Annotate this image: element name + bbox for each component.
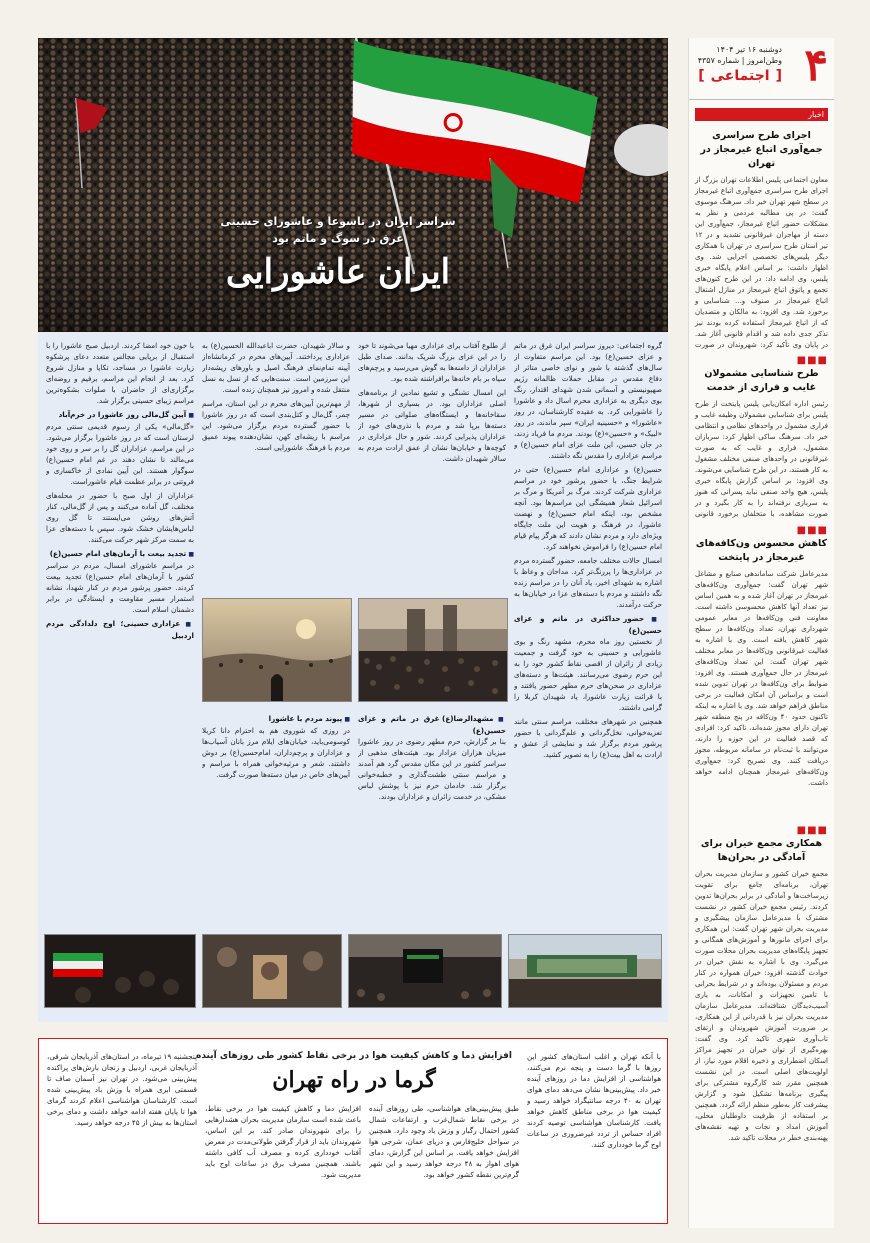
article-paragraph: با خون خود امضا کردند. اردبیل صبح عاشورا را با استقبال از برپایی مجالس متعدد دعای پرشکوه زیارت عاشورا در مساجد، تکایا و منازل شروع کرد. بعد از انجام این مراسم، برفیم و روضه‌ای برگزاری‌ای از حاضران با صلوات بشکوه‌ترین مراسم زیبای حسینی برگزار شد. <box>46 341 194 405</box>
page-number: ۴ <box>804 40 828 91</box>
issue-number: وطن‌امروز | شماره ۴۳۵۷ <box>697 56 782 65</box>
weather-kicker: افزایش دما و کاهش کیفیت هوا در برخی نقاط کشور طی روزهای آینده <box>196 1051 512 1061</box>
article-subheading: ■ پیوند مردم با عاشورا <box>202 713 350 725</box>
article-paragraph: از مهم‌ترین آیین‌های محرم در این استان، مراسم چمر، گل‌مال و کتل‌بندی است که در روز عاشورا با حضور گسترده مردم برگزار می‌شود. این مراسم با ریشه‌ای کهن، نشان‌دهنده پیوند عمیق مردم با فرهنگ عاشورایی است. <box>202 399 350 452</box>
sidebar <box>688 38 834 1228</box>
divider-dots: ■■■ <box>796 825 828 836</box>
sidebar-header <box>689 38 834 100</box>
photo-strip <box>38 928 668 1014</box>
article-paragraph: از نخستین روز ماه محرم، مشهد رنگ و بوی عاشورایی و حسینی به خود گرفت و جمعیت زیادی از زائران از اقصی نقاط کشور خود را به این حرم رضوی می‌رسانند. هیئت‌ها و دسته‌های عزاداری در صحن‌های حرم مطهر حضور یافتند و با قرائت زیارت عاشورا، یاد شهیدان کربلا را گرامی داشتند. <box>514 637 662 712</box>
procession-illustration <box>508 935 661 1008</box>
article-column <box>202 710 350 920</box>
weather-article <box>38 1038 668 1224</box>
article-paragraph: در روزی که شوروی هم به احترام دانا کربلا کوسو‌می‌باید، خیابان‌های ایلام مرز بانان آسیاب‌ها و عزاداران و پرچم‌داران، امام‌حسین(ع) بر دوش داشتند. شعر و مرثیه‌خوانی همراه با مراسم و آیین‌های خاص در میان دسته‌ها صورت گرفت. <box>202 726 350 779</box>
article-paragraph: این امسال تشنگی و تشیع نمادین از برنامه‌های اصلی عزاداران بود. در بسیاری از شهرها، سقاخانه‌ها و ایستگاه‌های صلواتی در مسیر دسته‌ها برپا شد و مردم با نذری‌های خود از عزاداران پذیرایی کردند. شور و حال عزاداری در کوچه‌ها و خیابان‌ها نشان از عمق ارادت مردم به سالار شهیدان داشت. <box>358 388 506 463</box>
story-body: معاون اجتماعی پلیس اطلاعات تهران بزرگ از اجرای طرح سراسری جمع‌آوری اتباع غیرمجاز در سطح شهر تهران خبر داد. سرهنگ موسوی گفت: در پی مطالبه مردمی و نظر به مشکلات حضور اتباع غیرمجاز، جمع‌آوری این دسته از مهاجران غیرقانونی تشدید و در ۱۲ تیر استان طرح سراسری در تهران با همکاری دیگر پلیس‌های تخصصی اجرایی شد. وی اظهار داشت: بر اساس اعلام پایگاه خبری پلیس، وی ادامه داد: در این طرح کنون‌های تجمع و پاتوق اتباع غیرمجاز در منازل اشتغال اتباع غیرمجاز در صنوف و... شناسایی و برخورد شد. وی افزود: به مالکان و متصدیان که از اتباع غیرمجاز استفاده کرده بودند نیز تذکر جدی داده شد و اقدام قانونی آغاز شد. در پایان وی تأکید کرد: شهروندان در صورت <box>695 176 828 349</box>
article-subheading: ■ حضور حداکثری در ماتم و عزای حسین(ع) <box>514 613 662 636</box>
news-tag: اخبار <box>695 108 828 121</box>
strip-photo-portrait <box>202 934 342 1008</box>
sidebar-story <box>689 121 834 351</box>
divider-dots: ■■■ <box>796 355 828 366</box>
strip-photo-procession <box>508 934 662 1008</box>
article-paragraph: حسین(ع) و عزاداری امام حسین(ع) حتی در شرایط جنگ، با حضور پرشور خود در مراسم عزاداری شرکت کردند. مرگ بر آمریکا و مرگ بر اسرائیل شعار همیشگی این مراسم‌ها بود. آنچه مشخص بود، اینکه امام حسین(ع) و نهضت عاشورا، در فرهنگ و هویت این ملت جایگاه ویژه‌ای دارد و مردم نشان دادند که هرگز پیام قیام امام حسین(ع) را فراموش نخواهند کرد. <box>514 465 662 551</box>
section-title: [ اجتماعی ] <box>698 68 782 84</box>
hero-photo <box>38 38 668 332</box>
article-column <box>202 340 350 590</box>
issue-date: دوشنبه ۱۶ تیر ۱۴۰۴ <box>716 45 782 54</box>
strip-photo-tabut <box>348 934 502 1008</box>
article-subheading: ■ مشهدالرضا(ع) غرق در ماتم و عزای حسین(ع) <box>358 713 506 736</box>
weather-headline: گرما در راه تهران <box>272 1067 436 1093</box>
story-title: اجرای طرح سراسری جمع‌آوری اتباع غیرمجاز در تهران <box>700 130 823 169</box>
story-body: رئیس اداره امکان‌یابی پلیس پایتخت از طرح پلیس برای شناسایی مشمولان وظیفه غایب و فراری مشمول در واحدهای نظامی و انتظامی خبر داد. سرهنگ ساکی اظهار کرد: سربازان مشمول، فراری و غایب که به صورت غیرقانونی در واحدهای صنفی مختلف مشغول به کار هستند، در این طرح شناسایی می‌شوند. وی افزود: بر اساس گزارش پایگاه خبری پلیس، هیچ واحد صنفی نباید پسرانی که هنوز به سربازی نرفته‌اند را به کار بگیرد و در صورت مشاهده، با متخلفان برخورد قانونی <box>695 400 828 518</box>
story-title: کاهش محسوس ون‌کافه‌های غیرمجاز در پایتخت <box>695 538 828 563</box>
story-body: مجمع خیران کشور و سازمان مدیریت بحران تهران، برنامه‌ای جامع برای تقویت زیرساخت‌ها و آمادگی در برابر بحران‌ها تدوین کردند. رئیس مجمع خیران کشور در نشست مشترک با مدیرعامل سازمان پیشگیری و مدیریت بحران شهر تهران گفت: این همکاری برای اجرای مانورها و آموزش‌های همگانی و تجهیز پایگاه‌های مدیریت بحران محلات صورت می‌گیرد. وی با اشاره به نقش خیران در حوادث گذشته افزود: خیران همواره در کنار مردم و مسئولان بوده‌اند و در شرایط بحرانی با تامین تجهیزات و امکانات، به یاری آسیب‌دیدگان شتافته‌اند. مدیرعامل سازمان مدیریت بحران نیز با قدردانی از این همکاری، بر ضرورت آموزش شهروندان و ارتقای تاب‌آوری شهری تاکید کرد. وی گفت: بهره‌گیری از توان خیران در تجهیز مراکز اسکان اضطراری و ذخیره اقلام مورد نیاز، از اولویت‌های اصلی است. در این نشست همچنین مقرر شد کارگروه مشترکی برای پیگیری برنامه‌ها تشکیل شود و گزارش پیشرفت کار به‌طور منظم ارائه گردد. همچنین بر استفاده از ظرفیت داوطلبان محلی، آموزش امداد و نجات و تهیه نقشه‌های پهنه‌بندی خطر در محلات تاکید شد. <box>695 870 828 1142</box>
story-body: مدیرعامل شرکت ساماندهی صنایع و مشاغل شهر تهران گفت: جمع‌آوری ون‌کافه‌های غیرمجاز در تهران آغاز شده و به همین اساس نیز تعداد آنها کاهش محسوسی داشته است. معاونت فنی ون‌کافه‌ها در معابر عمومی شهرداری تهران، تعداد ون‌کافه‌ها در سطح شهر کاهش یافته است. وی با اشاره به فعالیت غیرقانونی ون‌کافه‌ها در معابر مختلف شهر تهران گفت: این تعداد ون‌کافه‌های غیرمجاز در حال جمع‌آوری هستند. وی افزود: ضوابط برای ون‌کافه‌ها در تهران تدوین شده است و براساس آن امکان فعالیت در برخی مناطق فراهم خواهد شد. وی با اشاره به اینکه تاکنون حدود ۴۰ ون‌کافه در پنج منطقه شهر تهران دارای مجوز شده‌اند، تاکید کرد: افرادی که قصد فعالیت در این حوزه را دارند، می‌توانند با ثبت‌نام در سامانه مربوطه، مجوز دریافت کنند. وی تصریح کرد: جمع‌آوری ون‌کافه‌های غیرمجاز همچنان ادامه خواهد داشت. <box>695 570 829 787</box>
article-paragraph: و سالار شهیدان، حضرت اباعبدالله الحسین(ع) به عزاداری پرداختند. آیین‌های محرم در کرمانشاه‌از آیینه تمام‌نمای فرهنگ اصیل و باورهای ریشه‌دار این سرزمین است. سنت‌هایی که از نسل به نسل منتقل شده و امروز نیز همچنان زنده است. <box>202 341 350 394</box>
article-paragraph: همچنین در شهرهای مختلف، مراسم سنتی مانند تعزیه‌خوانی، نخل‌گردانی و علم‌گردانی با حضور پرشور مردم برگزار شد و نمایشی از عشق و ارادت به اهل بیت(ع) را به تصویر کشید. <box>514 717 662 759</box>
article-paragraph: عزاداران از اول صبح با حضور در محله‌های مختلف، گل آماده می‌کنند و پس از گل‌مالی، کنار آتش‌های روشن می‌ایستند تا گل روی لباس‌هایشان خشک شود. سپس با دسته‌های عزا به سمت مرکز شهر حرکت می‌کنند. <box>46 491 194 544</box>
sidebar-story <box>689 521 834 821</box>
story-title: همکاری مجمع خیران برای آمادگی در بحران‌ها <box>700 838 823 863</box>
article-paragraph: امسال حالات مختلف جامعه، حضور گسترده مردم در عزاداری‌ها را پررنگ‌تر کرد. مداحان و وعاظ با اشاره به شهدای اخیر، یاد آنان را در مراسم زنده نگه داشتند و مردم با دسته‌های عزا در خیابان‌ها به حرکت درآمدند. <box>514 556 662 609</box>
photo-crowd-mosque <box>358 599 507 702</box>
article-paragraph: بنا بر گزارش، حرم مطهر رضوی در روز عاشورا میزبان هزاران عزادار بود. هیئت‌های مذهبی از سراسر کشور در این مکان مقدس گرد هم آمدند و مراسم سنتی طشت‌گذاری و خطبه‌خوانی برگزار شد. خادمان حرم نیز با پوشش لباس مشکی، در خدمت زائران و عزاداران بودند. <box>358 737 506 801</box>
article-column <box>358 710 506 920</box>
strip-photo-flags <box>44 934 196 1008</box>
portrait-illustration <box>202 935 341 1008</box>
article-subheading: ■ تجدید بیعت با آرمان‌های امام حسین(ع) <box>46 548 194 560</box>
hero-subtitle: سراسر ایران در تاسوعا و عاشورای حسینی <box>220 215 456 228</box>
sidebar-story <box>689 351 834 521</box>
weather-column: با آنکه تهران و اغلب استان‌های کشور این روزها با گرما دست و پنجه نرم می‌کنند، هواشناسی از افزایش دما در روزهای آینده خبر داد. پیش‌بینی‌ها نشان می‌دهد دمای هوای تهران به ۴۰ درجه سانتیگراد خواهد رسید و کیفیت هوا در برخی مناطق کاهش خواهد یافت. کارشناسان هواشناسی توصیه کردند افراد حساس از تردد غیرضروری در ساعات اوج گرما خودداری کنند. <box>527 1052 661 1149</box>
ashura-crowd-photo <box>358 598 508 702</box>
article-column <box>358 340 506 590</box>
divider-dots: ■■■ <box>796 525 828 536</box>
weather-column: افزایش دما و کاهش کیفیت هوا در برخی نقاط، باعث شده است سازمان مدیریت بحران هشدارهایی را برای شهروندان صادر کند. بر این اساس، شهروندان باید از قرار گرفتن طولانی‌مدت در معرض آفتاب خودداری کرده و مصرف آب کافی داشته باشند. همچنین مصرف برق در ساعات اوج باید مدیریت شود. <box>205 1104 361 1179</box>
article-subheading: ■ عزاداری حسینی؛ اوج دلدادگی مردم اردبیل <box>46 618 194 641</box>
weather-column: پنجشنبه ۱۹ تیرماه، در استان‌های آذربایجان شرقی، آذربایجان غربی، اردبیل و زنجان بارش‌های پراکنده پیش‌بینی می‌شود. در تهران نیز آسمان صاف تا قسمتی ابری همراه با وزش باد پیش‌بینی شده است. کارشناسان هواشناسی اعلام کردند گرمای هوا تا پایان هفته ادامه خواهد داشت و دمای برخی استان‌ها به بیش از ۴۵ درجه خواهد رسید. <box>47 1052 197 1127</box>
sunset-gathering-photo <box>202 598 352 702</box>
article-paragraph: از طلوع آفتاب برای عزاداری مهیا می‌شوند تا خود را در این عزای بزرگ شریک بدانند. صدای طبل عزاداران از دامنه‌ها به گوش می‌رسید و پرچم‌های سیاه بر بام خانه‌ها برافراشته شده بود. <box>358 341 506 383</box>
article-paragraph: گروه اجتماعی: دیروز سراسر ایران غرق در ماتم و عزای حسین(ع) بود. این مراسم متفاوت از سال‌های گذشته با شور و نوای خاصی متاثر از دفاع مقدس در مقابل حملات ظالمانه رژیم صهیونیستی و آسمانی شدن شهدای اقتدار، رنگ بوی دیگری به عزاداری محرم اسال داد و عاشورا را عاشورایی کرد. به عقیده کارشناسان، در روز «عاشورا» و «حسینیه ایران» سپر ماندند، در روز «لبیک» و «حسین»(ع) بودند. مردم ما فریاد زدند، در جان حسین، این ملت عزای امام حسین(ع) و مراسم عزاداری را مقدس نگه داشتند. <box>514 341 662 460</box>
article-paragraph: در مراسم عاشورای امسال، مردم در سراسر کشور با آرمان‌های امام حسین(ع) تجدید بیعت کردند. حضور پرشور مردم در کنار شهدا، نشانه استمرار مسیر مقاومت و ایستادگی در برابر دشمنان اسلام است. <box>46 561 194 614</box>
article-column <box>46 340 194 920</box>
flags-illustration <box>44 935 195 1008</box>
tabut-illustration <box>348 935 501 1008</box>
article-column <box>514 340 662 920</box>
hero-subtitle: غرق در سوگ و ماتم بود <box>272 232 404 245</box>
weather-column: طبق پیش‌بینی‌های هواشناسی، طی روزهای آینده در برخی نقاط شمال‌غرب و ارتفاعات شمال کشور احتمال رگبار و وزش باد وجود دارد. همچنین در سواحل خلیج‌فارس و دریای عمان، شرجی هوا افزایش خواهد یافت. بر اساس این گزارش، دمای هوای اهواز به ۴۸ درجه خواهد رسید و این شهر گرم‌ترین نقطه کشور خواهد بود. <box>369 1104 519 1179</box>
sidebar-story <box>689 821 834 1241</box>
article-paragraph: «گل‌مالی» یکی از رسوم قدیمی سنتی مردم لرستان است که در روز عاشورا برگزار می‌شود. در این مراسم، عزاداران گل را بر سر و روی خود می‌مالند تا نشان دهند در غم امام حسین(ع) سوگوار هستند. این آیین نمادی از خاکساری و فروتنی در برابر عظمت قیام عاشوراست. <box>46 422 194 486</box>
hero-headline: ایران عاشورایی <box>225 252 451 292</box>
photo-sunset-gathering <box>202 599 351 702</box>
main-article <box>38 332 668 1022</box>
story-title: طرح شناسایی مشمولان غایب و فراری از خدمت <box>704 368 819 393</box>
article-subheading: ■ آیین گل‌مالی روز عاشورا در خرم‌آباد <box>46 409 194 421</box>
